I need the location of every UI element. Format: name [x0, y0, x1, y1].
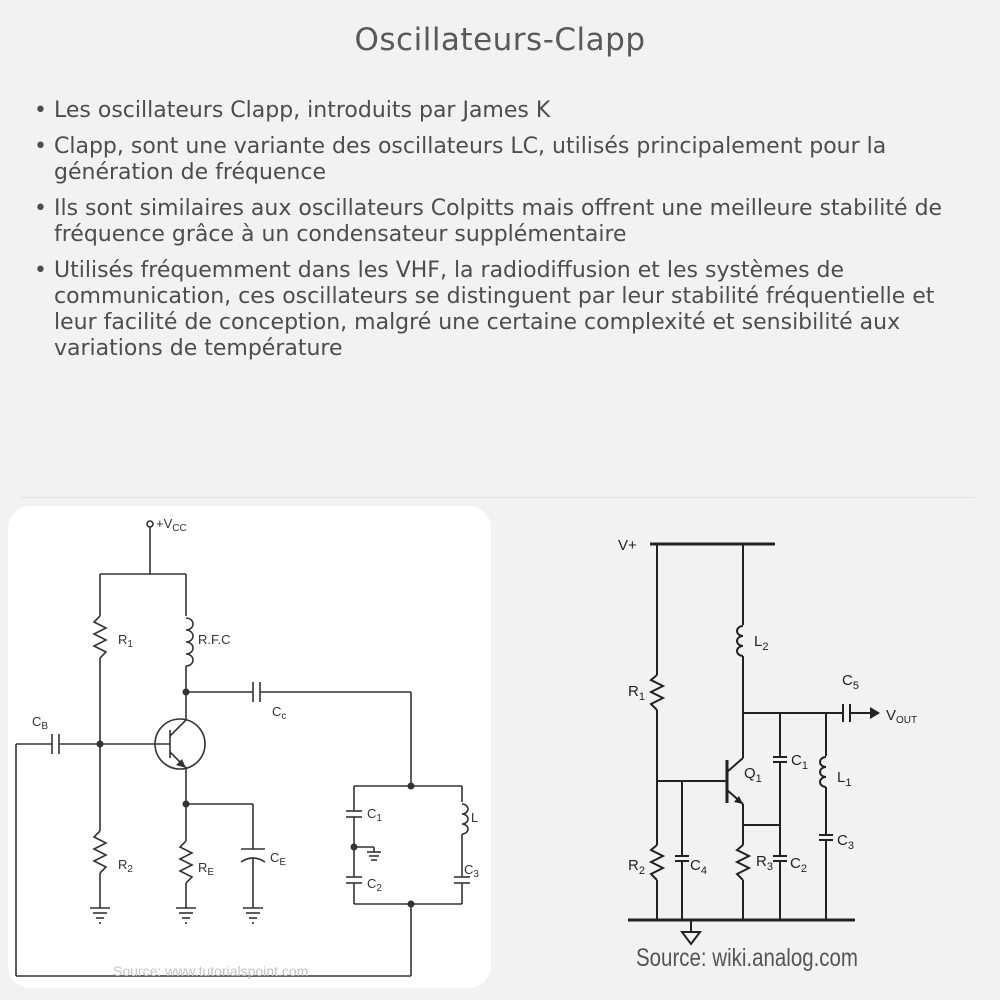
r1-resistor — [94, 616, 106, 658]
bullet-dot: • — [34, 258, 47, 283]
c2-label: $C_2$ — [790, 855, 807, 875]
divider — [20, 497, 975, 498]
bullet-dot: • — [34, 134, 47, 159]
junction-dot — [183, 689, 190, 696]
ground-icon — [243, 908, 263, 923]
r1-label: $R_1$ — [118, 632, 133, 650]
c1-label: $C_1$ — [791, 752, 808, 772]
bullet-text: Clapp, sont une variante des oscillateurs LC, utilisés principalement pour la génération de fréquence — [54, 134, 887, 185]
ground-icon — [90, 908, 110, 923]
r3-label: $R_3$ — [756, 853, 773, 873]
ground-icon — [367, 847, 381, 860]
bullet-text: Les oscillateurs Clapp, introduits par James K — [54, 98, 551, 123]
c3-label: $C_3$ — [837, 832, 854, 852]
junction-dot — [97, 741, 104, 748]
bullet-item — [34, 196, 974, 248]
junction-dot — [408, 783, 415, 790]
r3-resistor — [737, 845, 749, 880]
l1-inductor — [820, 757, 826, 787]
junction-dot — [351, 844, 358, 851]
left-circuit-panel — [8, 506, 491, 988]
c1-label: $C_1$ — [367, 806, 382, 824]
q1-label: $Q_1$ — [744, 765, 762, 785]
rfc-label: R.F.C — [198, 632, 231, 647]
bullet-item — [34, 258, 974, 362]
right-circuit-diagram — [590, 520, 918, 990]
vcc-label: $+V_{CC}$ — [156, 516, 187, 534]
vcc-terminal — [147, 521, 153, 527]
rfc-inductor — [186, 618, 193, 666]
ground-icon — [682, 932, 700, 944]
junction-dot — [408, 901, 415, 908]
c5-label: $C_5$ — [842, 672, 859, 692]
l-label: L — [471, 810, 479, 825]
bullet-dot: • — [34, 98, 47, 123]
c2-label: $C_2$ — [367, 876, 382, 894]
vout-label: $V_{OUT}$ — [886, 707, 918, 726]
r2-label: $R_2$ — [118, 857, 133, 875]
c3-label: $C_3$ — [464, 862, 479, 880]
cb-label: $C_B$ — [32, 714, 49, 732]
ground-icon — [176, 908, 196, 923]
vplus-label: V+ — [618, 537, 637, 554]
l1-label: $L_1$ — [837, 769, 852, 789]
c4-label: $C_4$ — [690, 857, 707, 877]
transistor-collector — [170, 720, 186, 736]
bullet-dot: • — [34, 196, 47, 221]
re-resistor — [180, 841, 192, 883]
l2-inductor — [737, 626, 743, 656]
left-source-label: Source: www.tutorialspoint.com — [113, 963, 309, 979]
r2-resistor — [651, 845, 663, 880]
output-arrow — [870, 707, 880, 719]
bullet-text: Ils sont similaires aux oscillateurs Colpitts mais offrent une meilleure stabilité de fréquence grâce à un condensateur supplémentaire — [54, 196, 943, 247]
junction-dot — [183, 801, 190, 808]
q1-collector — [727, 758, 743, 772]
ce-label: $C_E$ — [270, 850, 287, 868]
l-inductor — [462, 804, 468, 834]
bullet-list — [34, 98, 974, 372]
cc-label: $C_c$ — [272, 704, 287, 722]
r2-resistor — [94, 831, 106, 873]
r1-resistor — [651, 675, 663, 710]
bullet-text: Utilisés fréquemment dans les VHF, la radiodiffusion et les systèmes de communication, ces oscillateurs se distinguent par leur stabilité fréquentielle et leur facilité de conception, malgré une certaine complexité et sensibilité aux variations de température — [54, 258, 935, 361]
bullet-item — [34, 134, 974, 186]
left-circuit-diagram — [8, 506, 491, 988]
right-source-label: Source: wiki.analog.com — [636, 944, 858, 972]
l2-label: $L_2$ — [754, 633, 769, 653]
right-circuit-panel — [590, 520, 918, 990]
bullet-item — [34, 98, 974, 124]
r1-label: $R_1$ — [628, 683, 645, 703]
re-label: $R_E$ — [198, 860, 215, 878]
r2-label: $R_2$ — [628, 857, 645, 877]
page-title: Oscillateurs-Clapp — [354, 22, 646, 58]
